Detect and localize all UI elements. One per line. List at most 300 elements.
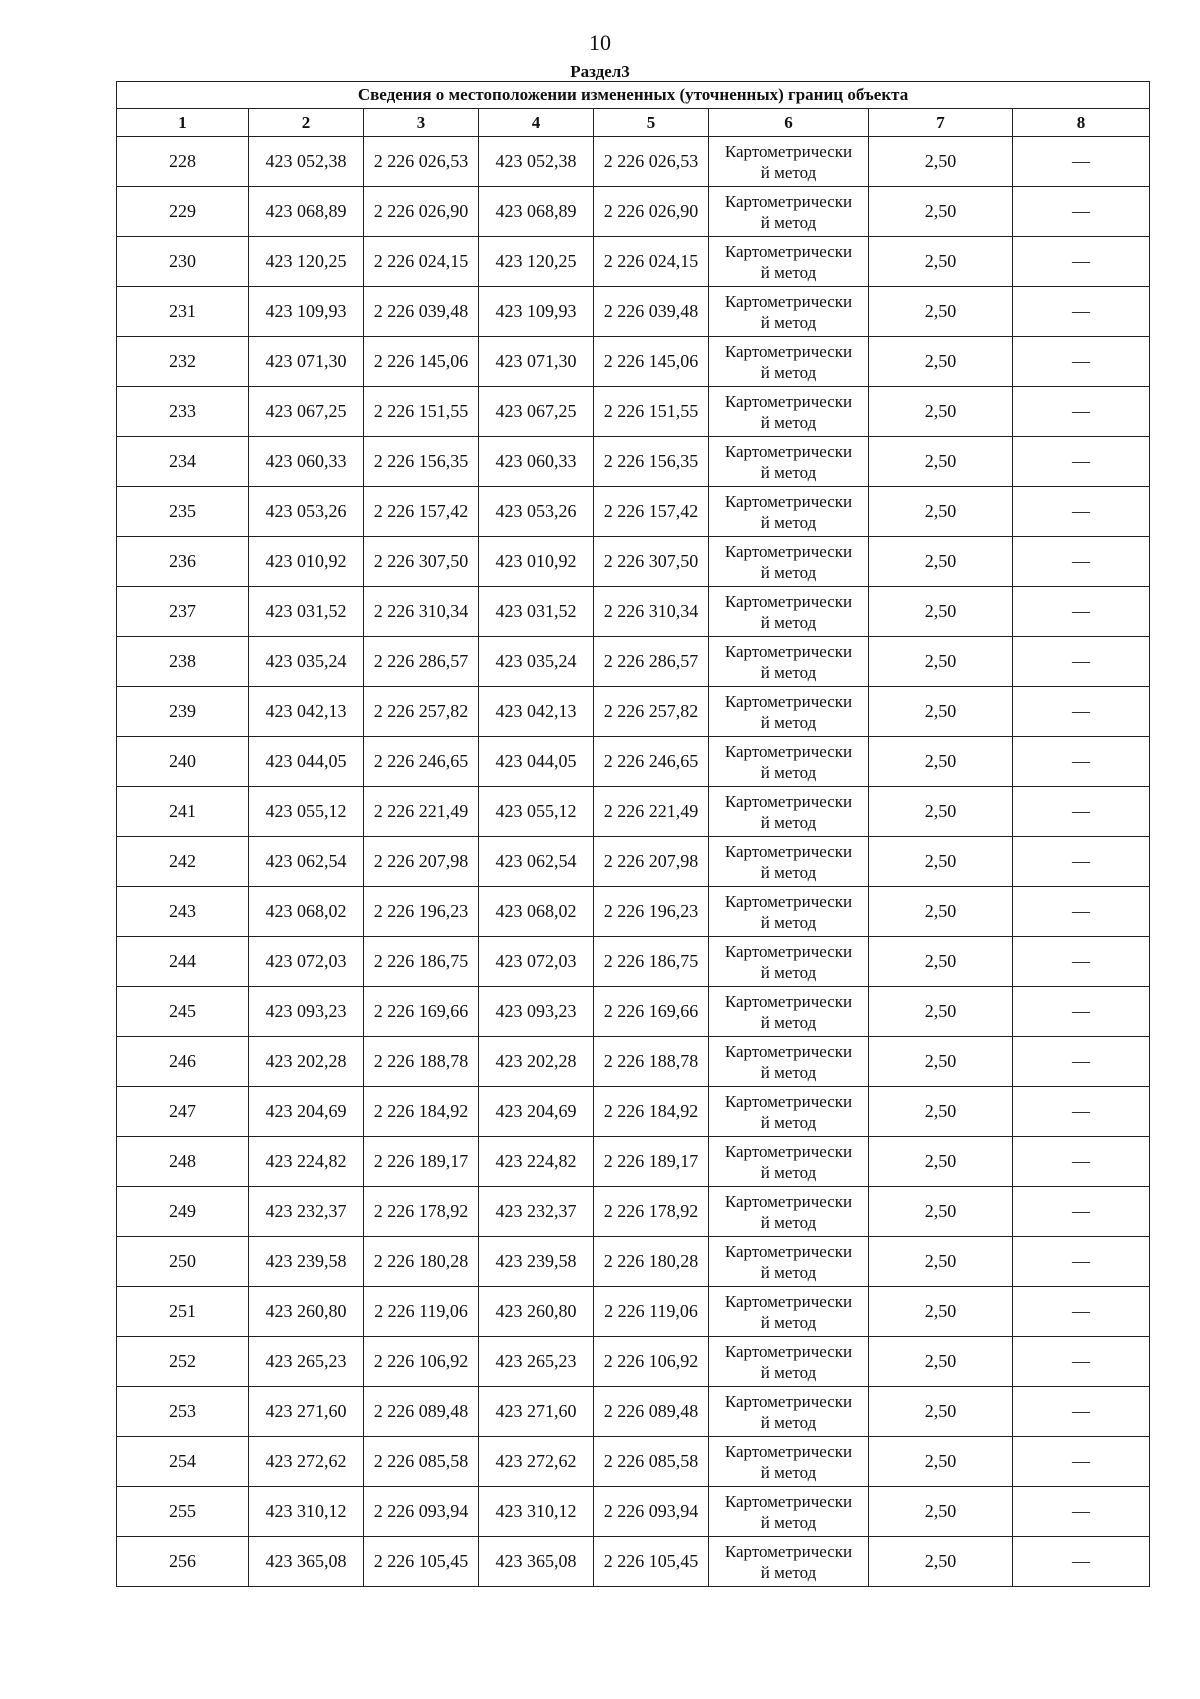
description-cell: — bbox=[1013, 1437, 1150, 1487]
point-number-cell: 248 bbox=[117, 1137, 249, 1187]
x-new-cell: 423 120,25 bbox=[479, 237, 594, 287]
method-cell bbox=[709, 187, 869, 237]
table-row bbox=[117, 437, 1150, 487]
accuracy-cell: 2,50 bbox=[869, 287, 1013, 337]
method-text-line1: Картометрически bbox=[724, 341, 853, 361]
y-new-cell: 2 226 196,23 bbox=[594, 887, 709, 937]
description-cell: — bbox=[1013, 1237, 1150, 1287]
y-new-cell: 2 226 145,06 bbox=[594, 337, 709, 387]
y-new-cell: 2 226 106,92 bbox=[594, 1337, 709, 1387]
method-text-line1: Картометрически bbox=[724, 441, 853, 461]
accuracy-cell: 2,50 bbox=[869, 187, 1013, 237]
accuracy-cell: 2,50 bbox=[869, 1037, 1013, 1087]
method-text-line1: Картометрически bbox=[724, 641, 853, 661]
point-number-cell: 236 bbox=[117, 537, 249, 587]
y-old-cell: 2 226 026,90 bbox=[364, 187, 479, 237]
accuracy-cell: 2,50 bbox=[869, 137, 1013, 187]
method-text-line1: Картометрически bbox=[724, 1091, 853, 1111]
table-row bbox=[117, 1237, 1150, 1287]
method-cell bbox=[709, 737, 869, 787]
method-text-line2: й метод bbox=[760, 612, 817, 632]
description-cell: — bbox=[1013, 1487, 1150, 1537]
x-old-cell: 423 265,23 bbox=[249, 1337, 364, 1387]
description-cell: — bbox=[1013, 437, 1150, 487]
x-new-cell: 423 060,33 bbox=[479, 437, 594, 487]
y-new-cell: 2 226 039,48 bbox=[594, 287, 709, 337]
accuracy-cell: 2,50 bbox=[869, 637, 1013, 687]
method-text-line2: й метод bbox=[760, 1212, 817, 1232]
point-number-cell: 237 bbox=[117, 587, 249, 637]
section-title: Раздел3 bbox=[570, 62, 630, 81]
point-number-cell: 245 bbox=[117, 987, 249, 1037]
description-cell: — bbox=[1013, 737, 1150, 787]
y-new-cell: 2 226 093,94 bbox=[594, 1487, 709, 1537]
method-cell bbox=[709, 1387, 869, 1437]
x-new-cell: 423 093,23 bbox=[479, 987, 594, 1037]
description-cell: — bbox=[1013, 487, 1150, 537]
method-cell bbox=[709, 887, 869, 937]
y-old-cell: 2 226 151,55 bbox=[364, 387, 479, 437]
method-cell bbox=[709, 1237, 869, 1287]
x-new-cell: 423 310,12 bbox=[479, 1487, 594, 1537]
accuracy-cell: 2,50 bbox=[869, 1387, 1013, 1437]
method-cell bbox=[709, 1137, 869, 1187]
method-text-line1: Картометрически bbox=[724, 1491, 853, 1511]
point-number-cell: 240 bbox=[117, 737, 249, 787]
method-text-line1: Картометрически bbox=[724, 591, 853, 611]
method-text-line2: й метод bbox=[760, 1462, 817, 1482]
table-row bbox=[117, 737, 1150, 787]
method-cell bbox=[709, 437, 869, 487]
method-cell bbox=[709, 337, 869, 387]
x-old-cell: 423 272,62 bbox=[249, 1437, 364, 1487]
y-old-cell: 2 226 039,48 bbox=[364, 287, 479, 337]
point-number-cell: 246 bbox=[117, 1037, 249, 1087]
method-text-line2: й метод bbox=[760, 1562, 817, 1582]
point-number-cell: 229 bbox=[117, 187, 249, 237]
y-new-cell: 2 226 207,98 bbox=[594, 837, 709, 887]
point-number-cell: 252 bbox=[117, 1337, 249, 1387]
description-cell: — bbox=[1013, 837, 1150, 887]
description-cell: — bbox=[1013, 337, 1150, 387]
column-number-row bbox=[117, 109, 1150, 137]
x-old-cell: 423 224,82 bbox=[249, 1137, 364, 1187]
x-old-cell: 423 071,30 bbox=[249, 337, 364, 387]
table-row bbox=[117, 587, 1150, 637]
x-new-cell: 423 265,23 bbox=[479, 1337, 594, 1387]
page-number: 10 bbox=[589, 30, 611, 55]
method-cell bbox=[709, 1537, 869, 1587]
accuracy-cell: 2,50 bbox=[869, 437, 1013, 487]
table-row bbox=[117, 1187, 1150, 1237]
y-old-cell: 2 226 189,17 bbox=[364, 1137, 479, 1187]
y-old-cell: 2 226 310,34 bbox=[364, 587, 479, 637]
y-new-cell: 2 226 151,55 bbox=[594, 387, 709, 437]
table-row bbox=[117, 887, 1150, 937]
method-cell bbox=[709, 1087, 869, 1137]
method-text-line1: Картометрически bbox=[724, 691, 853, 711]
y-old-cell: 2 226 157,42 bbox=[364, 487, 479, 537]
point-number-cell: 253 bbox=[117, 1387, 249, 1437]
table-row bbox=[117, 1137, 1150, 1187]
y-old-cell: 2 226 257,82 bbox=[364, 687, 479, 737]
column-number: 2 bbox=[249, 109, 364, 137]
point-number-cell: 254 bbox=[117, 1437, 249, 1487]
description-cell: — bbox=[1013, 637, 1150, 687]
method-text-line1: Картометрически bbox=[724, 941, 853, 961]
method-cell bbox=[709, 487, 869, 537]
x-old-cell: 423 053,26 bbox=[249, 487, 364, 537]
point-number-cell: 228 bbox=[117, 137, 249, 187]
description-cell: — bbox=[1013, 687, 1150, 737]
x-old-cell: 423 031,52 bbox=[249, 587, 364, 637]
method-text-line1: Картометрически bbox=[724, 391, 853, 411]
point-number-cell: 241 bbox=[117, 787, 249, 837]
method-text-line1: Картометрически bbox=[724, 1241, 853, 1261]
boundary-coordinates-table bbox=[116, 81, 1150, 1587]
point-number-cell: 249 bbox=[117, 1187, 249, 1237]
y-new-cell: 2 226 157,42 bbox=[594, 487, 709, 537]
method-text-line2: й метод bbox=[760, 462, 817, 482]
method-text-line2: й метод bbox=[760, 812, 817, 832]
accuracy-cell: 2,50 bbox=[869, 1137, 1013, 1187]
x-new-cell: 423 071,30 bbox=[479, 337, 594, 387]
method-text-line2: й метод bbox=[760, 1312, 817, 1332]
y-old-cell: 2 226 024,15 bbox=[364, 237, 479, 287]
y-old-cell: 2 226 105,45 bbox=[364, 1537, 479, 1587]
method-cell bbox=[709, 587, 869, 637]
accuracy-cell: 2,50 bbox=[869, 687, 1013, 737]
method-cell bbox=[709, 637, 869, 687]
method-cell bbox=[709, 937, 869, 987]
y-new-cell: 2 226 026,90 bbox=[594, 187, 709, 237]
column-number: 8 bbox=[1013, 109, 1150, 137]
x-old-cell: 423 067,25 bbox=[249, 387, 364, 437]
accuracy-cell: 2,50 bbox=[869, 1287, 1013, 1337]
table-row bbox=[117, 337, 1150, 387]
accuracy-cell: 2,50 bbox=[869, 337, 1013, 387]
method-text-line1: Картометрически bbox=[724, 1141, 853, 1161]
method-text-line2: й метод bbox=[760, 1262, 817, 1282]
description-cell: — bbox=[1013, 137, 1150, 187]
method-text-line1: Картометрически bbox=[724, 241, 853, 261]
accuracy-cell: 2,50 bbox=[869, 1187, 1013, 1237]
y-new-cell: 2 226 156,35 bbox=[594, 437, 709, 487]
y-old-cell: 2 226 169,66 bbox=[364, 987, 479, 1037]
description-cell: — bbox=[1013, 537, 1150, 587]
point-number-cell: 238 bbox=[117, 637, 249, 687]
accuracy-cell: 2,50 bbox=[869, 1487, 1013, 1537]
x-old-cell: 423 310,12 bbox=[249, 1487, 364, 1537]
x-new-cell: 423 271,60 bbox=[479, 1387, 594, 1437]
point-number-cell: 242 bbox=[117, 837, 249, 887]
method-cell bbox=[709, 1187, 869, 1237]
x-old-cell: 423 060,33 bbox=[249, 437, 364, 487]
table-caption: Сведения о местоположении измененных (уточненных) границ объекта bbox=[117, 82, 1150, 109]
y-old-cell: 2 226 221,49 bbox=[364, 787, 479, 837]
x-new-cell: 423 232,37 bbox=[479, 1187, 594, 1237]
point-number-cell: 233 bbox=[117, 387, 249, 437]
accuracy-cell: 2,50 bbox=[869, 1337, 1013, 1387]
y-new-cell: 2 226 257,82 bbox=[594, 687, 709, 737]
y-old-cell: 2 226 089,48 bbox=[364, 1387, 479, 1437]
method-text-line2: й метод bbox=[760, 1012, 817, 1032]
method-text-line2: й метод bbox=[760, 912, 817, 932]
y-new-cell: 2 226 119,06 bbox=[594, 1287, 709, 1337]
x-new-cell: 423 272,62 bbox=[479, 1437, 594, 1487]
table-row bbox=[117, 837, 1150, 887]
y-new-cell: 2 226 178,92 bbox=[594, 1187, 709, 1237]
accuracy-cell: 2,50 bbox=[869, 937, 1013, 987]
method-text-line2: й метод bbox=[760, 562, 817, 582]
accuracy-cell: 2,50 bbox=[869, 237, 1013, 287]
description-cell: — bbox=[1013, 1537, 1150, 1587]
table-caption-row bbox=[117, 82, 1150, 109]
y-old-cell: 2 226 188,78 bbox=[364, 1037, 479, 1087]
description-cell: — bbox=[1013, 1387, 1150, 1437]
x-old-cell: 423 072,03 bbox=[249, 937, 364, 987]
method-text-line2: й метод bbox=[760, 1112, 817, 1132]
x-old-cell: 423 109,93 bbox=[249, 287, 364, 337]
method-text-line2: й метод bbox=[760, 1362, 817, 1382]
y-new-cell: 2 226 307,50 bbox=[594, 537, 709, 587]
method-text-line2: й метод bbox=[760, 512, 817, 532]
method-cell bbox=[709, 537, 869, 587]
accuracy-cell: 2,50 bbox=[869, 987, 1013, 1037]
x-new-cell: 423 239,58 bbox=[479, 1237, 594, 1287]
x-new-cell: 423 053,26 bbox=[479, 487, 594, 537]
x-old-cell: 423 365,08 bbox=[249, 1537, 364, 1587]
description-cell: — bbox=[1013, 1087, 1150, 1137]
x-new-cell: 423 224,82 bbox=[479, 1137, 594, 1187]
method-cell bbox=[709, 287, 869, 337]
y-old-cell: 2 226 085,58 bbox=[364, 1437, 479, 1487]
table-row bbox=[117, 937, 1150, 987]
point-number-cell: 243 bbox=[117, 887, 249, 937]
method-text-line1: Картометрически bbox=[724, 741, 853, 761]
y-old-cell: 2 226 178,92 bbox=[364, 1187, 479, 1237]
description-cell: — bbox=[1013, 287, 1150, 337]
column-number: 1 bbox=[117, 109, 249, 137]
table-row bbox=[117, 487, 1150, 537]
method-text-line1: Картометрически bbox=[724, 1441, 853, 1461]
method-cell bbox=[709, 1287, 869, 1337]
method-text-line2: й метод bbox=[760, 212, 817, 232]
y-old-cell: 2 226 156,35 bbox=[364, 437, 479, 487]
method-text-line2: й метод bbox=[760, 262, 817, 282]
method-text-line1: Картометрически bbox=[724, 991, 853, 1011]
description-cell: — bbox=[1013, 1287, 1150, 1337]
description-cell: — bbox=[1013, 1037, 1150, 1087]
method-text-line2: й метод bbox=[760, 362, 817, 382]
x-old-cell: 423 239,58 bbox=[249, 1237, 364, 1287]
y-new-cell: 2 226 024,15 bbox=[594, 237, 709, 287]
x-old-cell: 423 055,12 bbox=[249, 787, 364, 837]
y-old-cell: 2 226 119,06 bbox=[364, 1287, 479, 1337]
accuracy-cell: 2,50 bbox=[869, 1237, 1013, 1287]
y-old-cell: 2 226 180,28 bbox=[364, 1237, 479, 1287]
table-row bbox=[117, 387, 1150, 437]
table-row bbox=[117, 787, 1150, 837]
x-new-cell: 423 042,13 bbox=[479, 687, 594, 737]
column-number: 7 bbox=[869, 109, 1013, 137]
y-new-cell: 2 226 188,78 bbox=[594, 1037, 709, 1087]
y-new-cell: 2 226 105,45 bbox=[594, 1537, 709, 1587]
method-text-line1: Картометрически bbox=[724, 141, 853, 161]
accuracy-cell: 2,50 bbox=[869, 587, 1013, 637]
table-row bbox=[117, 987, 1150, 1037]
method-cell bbox=[709, 1487, 869, 1537]
accuracy-cell: 2,50 bbox=[869, 1437, 1013, 1487]
x-old-cell: 423 202,28 bbox=[249, 1037, 364, 1087]
table-row bbox=[117, 687, 1150, 737]
description-cell: — bbox=[1013, 587, 1150, 637]
x-new-cell: 423 055,12 bbox=[479, 787, 594, 837]
y-old-cell: 2 226 106,92 bbox=[364, 1337, 479, 1387]
accuracy-cell: 2,50 bbox=[869, 887, 1013, 937]
method-text-line1: Картометрически bbox=[724, 1341, 853, 1361]
method-text-line1: Картометрически bbox=[724, 291, 853, 311]
x-old-cell: 423 271,60 bbox=[249, 1387, 364, 1437]
accuracy-cell: 2,50 bbox=[869, 1537, 1013, 1587]
column-number: 3 bbox=[364, 109, 479, 137]
accuracy-cell: 2,50 bbox=[869, 787, 1013, 837]
x-new-cell: 423 068,02 bbox=[479, 887, 594, 937]
method-text-line2: й метод bbox=[760, 762, 817, 782]
method-cell bbox=[709, 987, 869, 1037]
y-old-cell: 2 226 286,57 bbox=[364, 637, 479, 687]
x-old-cell: 423 068,02 bbox=[249, 887, 364, 937]
table-row bbox=[117, 1287, 1150, 1337]
method-text-line1: Картометрически bbox=[724, 791, 853, 811]
table-row bbox=[117, 1487, 1150, 1537]
method-cell bbox=[709, 837, 869, 887]
x-new-cell: 423 044,05 bbox=[479, 737, 594, 787]
x-new-cell: 423 365,08 bbox=[479, 1537, 594, 1587]
x-old-cell: 423 260,80 bbox=[249, 1287, 364, 1337]
method-text-line1: Картометрически bbox=[724, 1391, 853, 1411]
x-new-cell: 423 068,89 bbox=[479, 187, 594, 237]
method-text-line2: й метод bbox=[760, 1412, 817, 1432]
y-old-cell: 2 226 026,53 bbox=[364, 137, 479, 187]
x-new-cell: 423 010,92 bbox=[479, 537, 594, 587]
method-text-line1: Картометрически bbox=[724, 1191, 853, 1211]
method-text-line2: й метод bbox=[760, 1062, 817, 1082]
table-row bbox=[117, 1337, 1150, 1387]
x-new-cell: 423 109,93 bbox=[479, 287, 594, 337]
column-number: 6 bbox=[709, 109, 869, 137]
x-new-cell: 423 202,28 bbox=[479, 1037, 594, 1087]
table-row bbox=[117, 137, 1150, 187]
y-new-cell: 2 226 089,48 bbox=[594, 1387, 709, 1437]
y-old-cell: 2 226 196,23 bbox=[364, 887, 479, 937]
method-text-line1: Картометрически bbox=[724, 191, 853, 211]
y-new-cell: 2 226 246,65 bbox=[594, 737, 709, 787]
method-cell bbox=[709, 387, 869, 437]
method-text-line1: Картометрически bbox=[724, 841, 853, 861]
method-text-line1: Картометрически bbox=[724, 1291, 853, 1311]
x-old-cell: 423 052,38 bbox=[249, 137, 364, 187]
description-cell: — bbox=[1013, 787, 1150, 837]
y-old-cell: 2 226 145,06 bbox=[364, 337, 479, 387]
description-cell: — bbox=[1013, 1337, 1150, 1387]
x-new-cell: 423 072,03 bbox=[479, 937, 594, 987]
table-row bbox=[117, 1537, 1150, 1587]
method-text-line2: й метод bbox=[760, 962, 817, 982]
x-old-cell: 423 068,89 bbox=[249, 187, 364, 237]
x-new-cell: 423 067,25 bbox=[479, 387, 594, 437]
y-old-cell: 2 226 307,50 bbox=[364, 537, 479, 587]
table-row bbox=[117, 1037, 1150, 1087]
method-cell bbox=[709, 1037, 869, 1087]
y-old-cell: 2 226 184,92 bbox=[364, 1087, 479, 1137]
method-text-line2: й метод bbox=[760, 862, 817, 882]
method-text-line2: й метод bbox=[760, 1162, 817, 1182]
x-new-cell: 423 260,80 bbox=[479, 1287, 594, 1337]
table-row bbox=[117, 287, 1150, 337]
method-text-line2: й метод bbox=[760, 412, 817, 432]
description-cell: — bbox=[1013, 1137, 1150, 1187]
method-text-line2: й метод bbox=[760, 1512, 817, 1532]
table-row bbox=[117, 1087, 1150, 1137]
column-number: 5 bbox=[594, 109, 709, 137]
point-number-cell: 235 bbox=[117, 487, 249, 537]
x-old-cell: 423 120,25 bbox=[249, 237, 364, 287]
x-new-cell: 423 035,24 bbox=[479, 637, 594, 687]
table-row bbox=[117, 237, 1150, 287]
accuracy-cell: 2,50 bbox=[869, 1087, 1013, 1137]
y-old-cell: 2 226 093,94 bbox=[364, 1487, 479, 1537]
description-cell: — bbox=[1013, 887, 1150, 937]
description-cell: — bbox=[1013, 987, 1150, 1037]
point-number-cell: 234 bbox=[117, 437, 249, 487]
method-text-line1: Картометрически bbox=[724, 541, 853, 561]
table-row bbox=[117, 187, 1150, 237]
point-number-cell: 232 bbox=[117, 337, 249, 387]
y-new-cell: 2 226 184,92 bbox=[594, 1087, 709, 1137]
method-cell bbox=[709, 1437, 869, 1487]
y-new-cell: 2 226 310,34 bbox=[594, 587, 709, 637]
table-row bbox=[117, 537, 1150, 587]
point-number-cell: 255 bbox=[117, 1487, 249, 1537]
column-number: 4 bbox=[479, 109, 594, 137]
method-cell bbox=[709, 787, 869, 837]
method-cell bbox=[709, 687, 869, 737]
y-new-cell: 2 226 286,57 bbox=[594, 637, 709, 687]
y-new-cell: 2 226 085,58 bbox=[594, 1437, 709, 1487]
point-number-cell: 230 bbox=[117, 237, 249, 287]
y-new-cell: 2 226 169,66 bbox=[594, 987, 709, 1037]
y-new-cell: 2 226 221,49 bbox=[594, 787, 709, 837]
point-number-cell: 244 bbox=[117, 937, 249, 987]
x-new-cell: 423 031,52 bbox=[479, 587, 594, 637]
x-old-cell: 423 035,24 bbox=[249, 637, 364, 687]
method-text-line1: Картометрически bbox=[724, 1541, 853, 1561]
table-row bbox=[117, 637, 1150, 687]
method-text-line2: й метод bbox=[760, 162, 817, 182]
method-text-line2: й метод bbox=[760, 312, 817, 332]
y-new-cell: 2 226 189,17 bbox=[594, 1137, 709, 1187]
method-text-line2: й метод bbox=[760, 712, 817, 732]
point-number-cell: 250 bbox=[117, 1237, 249, 1287]
accuracy-cell: 2,50 bbox=[869, 487, 1013, 537]
description-cell: — bbox=[1013, 1187, 1150, 1237]
y-old-cell: 2 226 207,98 bbox=[364, 837, 479, 887]
description-cell: — bbox=[1013, 937, 1150, 987]
accuracy-cell: 2,50 bbox=[869, 387, 1013, 437]
accuracy-cell: 2,50 bbox=[869, 837, 1013, 887]
point-number-cell: 251 bbox=[117, 1287, 249, 1337]
